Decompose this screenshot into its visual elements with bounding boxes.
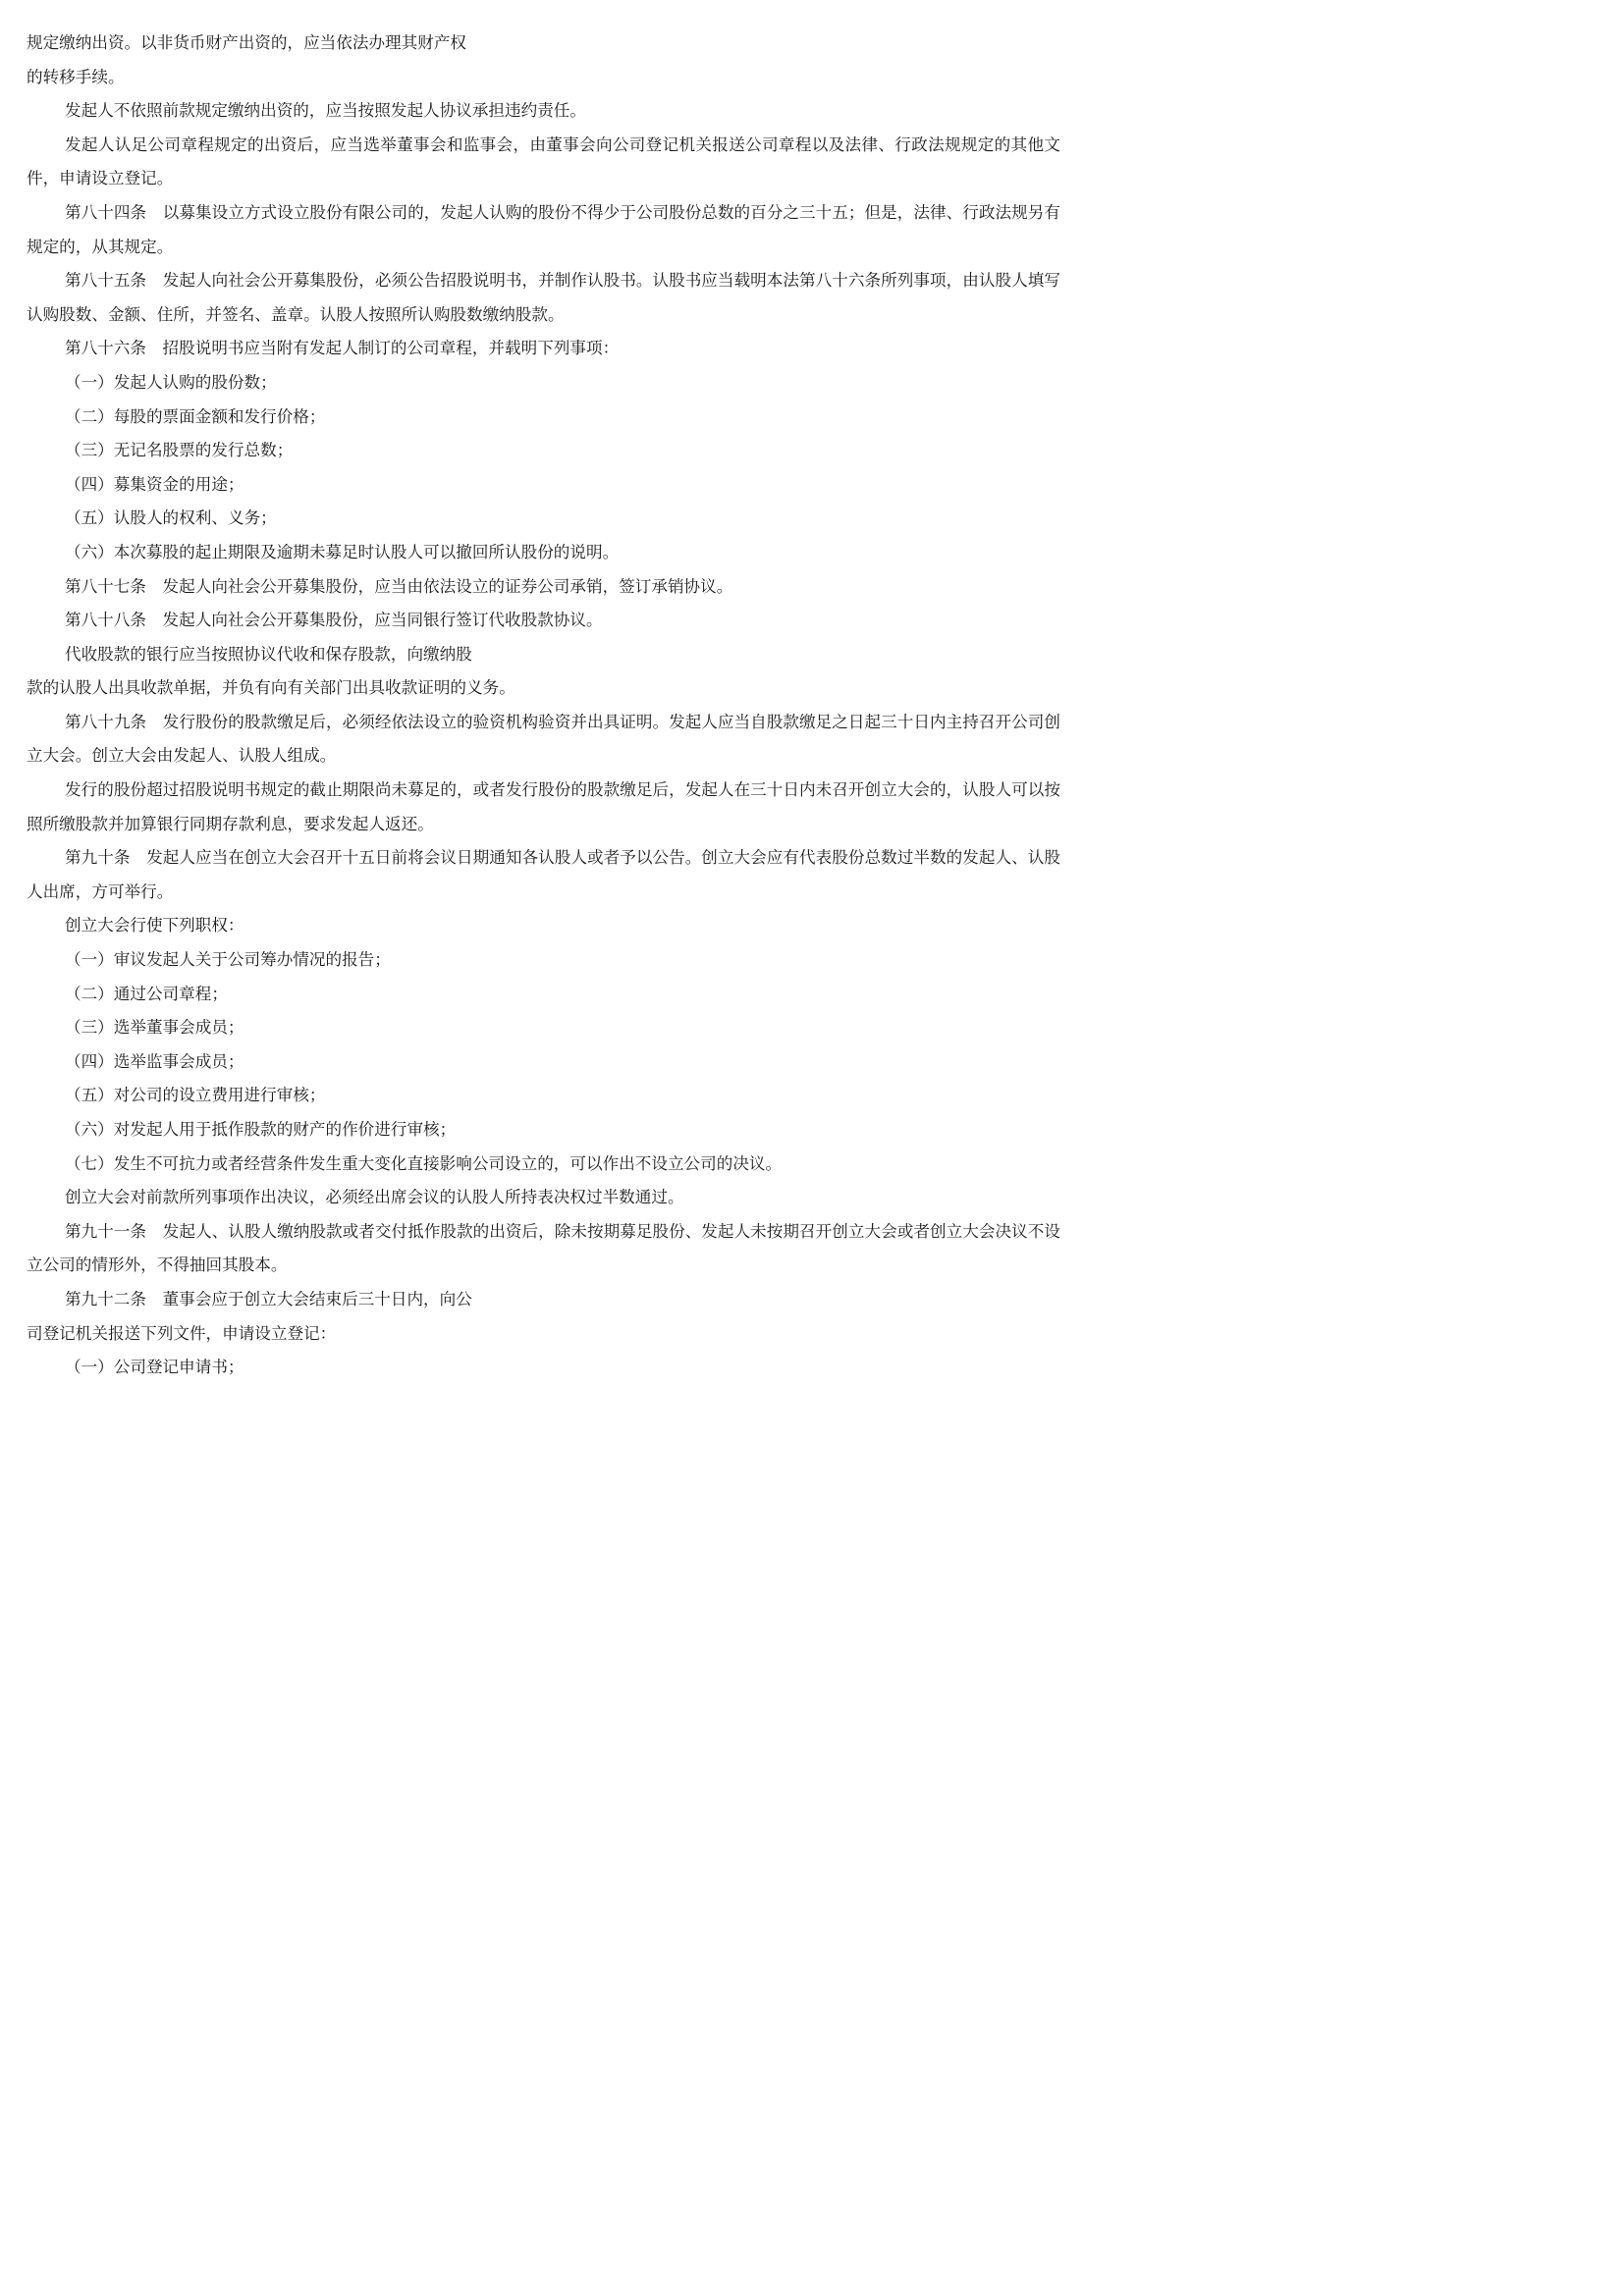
article-91: 第九十一条 发起人、认股人缴纳股款或者交付抵作股款的出资后，除未按期募足股份、发起人未按期召开创立大会或者创立大会决议不设立公司的情形外，不得抽回其股本。 [27,1221,1060,1275]
paragraph-split [27,638,1060,706]
list-item: （四）选举监事会成员； [65,1051,244,1071]
text-line: 款的认股人出具收款单据，并负有向有关部门出具收款证明的义务。 [27,678,515,698]
list-item: （六）本次募股的起止期限及逾期未募足时认股人可以撤回所认股份的说明。 [65,542,620,561]
paragraph: 创立大会行使下列职权： [65,916,244,935]
list-item: （七）发生不可抗力或者经营条件发生重大变化直接影响公司设立的，可以作出不设立公司的决议。 [65,1153,783,1173]
text-line: 司登记机关报送下列文件，申请设立登记： [27,1323,337,1343]
list-item: （三）选举董事会成员； [65,1018,244,1038]
list-item: （三）无记名股票的发行总数； [65,441,294,460]
list-item: （五）对公司的设立费用进行审核； [65,1086,326,1105]
list-item: （一）发起人认购的股份数； [65,372,277,392]
list-item: （六）对发起人用于抵作股款的财产的作价进行审核； [65,1120,457,1139]
article-88: 第八十八条 发起人向社会公开募集股份，应当同银行签订代收股款协议。 [65,611,603,630]
article-92 [27,1283,1060,1351]
paragraph: 发起人认足公司章程规定的出资后，应当选举董事会和监事会，由董事会向公司登记机关报送公司章程以及法律、行政法规规定的其他文件，申请设立登记。 [27,134,1060,188]
paragraph: 发起人不依照前款规定缴纳出资的，应当按照发起人协议承担违约责任。 [65,101,586,121]
article-84: 第八十四条 以募集设立方式设立股份有限公司的，发起人认购的股份不得少于公司股份总数的百分之三十五；但是，法律、行政法规另有规定的，从其规定。 [27,202,1060,256]
text-line: 代收股款的银行应当按照协议代收和保存股款，向缴纳股 [65,644,472,664]
article-89: 第八十九条 发行股份的股款缴足后，必须经依法设立的验资机构验资并出具证明。发起人应当自股款缴足之日起三十日内主持召开公司创立大会。创立大会由发起人、认股人组成。 [27,712,1060,766]
article-90: 第九十条 发起人应当在创立大会召开十五日前将会议日期通知各认股人或者予以公告。创立大会应有代表股份总数过半数的发起人、认股人出席，方可举行。 [27,848,1060,901]
list-item: （一）审议发起人关于公司筹办情况的报告； [65,950,391,970]
text-line: 第九十二条 董事会应于创立大会结束后三十日内，向公 [65,1289,472,1308]
text-line: 规定缴纳出资。以非货币财产出资的，应当依法办理其财产权 [27,33,467,52]
list-item: （四）募集资金的用途； [65,474,244,494]
list-item: （二）通过公司章程； [65,984,228,1003]
article-86: 第八十六条 招股说明书应当附有发起人制订的公司章程，并载明下列事项： [65,339,620,358]
list-item: （五）认股人的权利、义务； [65,508,277,528]
paragraph: 发行的股份超过招股说明书规定的截止期限尚未募足的，或者发行股份的股款缴足后，发起人在三十日内未召开创立大会的，认股人可以按照所缴股款并加算银行同期存款利息，要求发起人返还。 [27,780,1060,833]
article-87: 第八十七条 发起人向社会公开募集股份，应当由依法设立的证券公司承销，签订承销协议。 [65,576,733,596]
list-item: （二）每股的票面金额和发行价格； [65,406,326,426]
text-line: 的转移手续。 [27,67,125,86]
document-page [0,0,1083,1530]
article-85: 第八十五条 发起人向社会公开募集股份，必须公告招股说明书，并制作认股书。认股书应当载明本法第八十六条所列事项，由认股人填写认购股数、金额、住所，并签名、盖章。认股人按照所认购股数缴纳股款。 [27,271,1060,324]
paragraph: 创立大会对前款所列事项作出决议，必须经出席会议的认股人所持表决权过半数通过。 [65,1188,684,1207]
paragraph-continuation [27,27,1060,94]
list-item: （一）公司登记申请书； [65,1358,244,1377]
